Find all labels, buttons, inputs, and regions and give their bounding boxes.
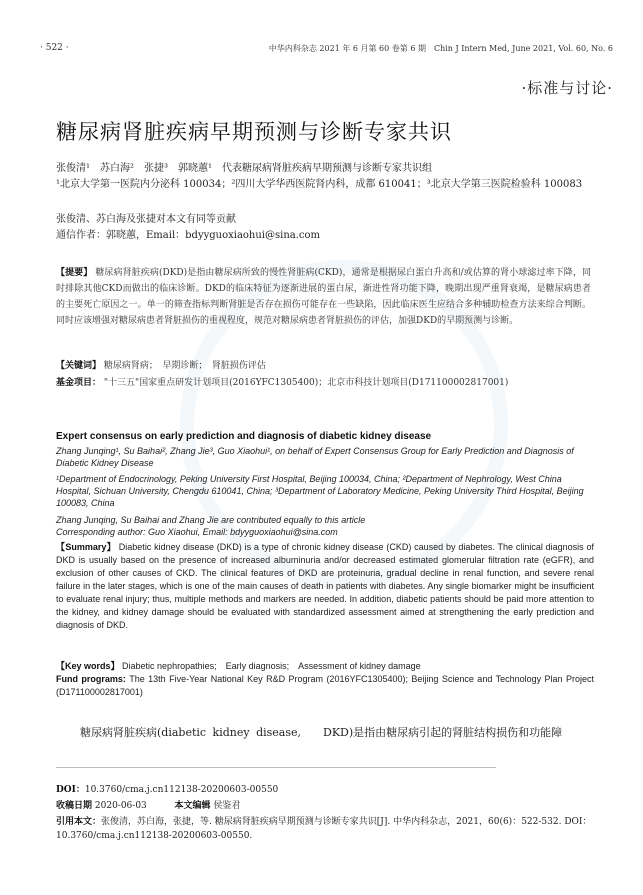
en-fund-label: Fund programs: bbox=[56, 674, 126, 684]
en-keywords bbox=[56, 660, 594, 673]
footer-divider bbox=[56, 767, 496, 768]
footer-doi bbox=[56, 783, 596, 797]
en-fund bbox=[56, 673, 594, 699]
doi-label: DOI： bbox=[56, 785, 85, 795]
en-keywords-text: Diabetic nephropathies; Early diagnosis; Assessment of kidney damage bbox=[122, 661, 421, 671]
cn-equal-contribution: 张俊清、苏白海及张捷对本文有同等贡献 bbox=[56, 214, 236, 225]
cn-corresponding-author: 通信作者：郭晓蕙，Email：bdyyguoxiaohui@sina.com bbox=[56, 230, 321, 241]
received-value: 2020-06-03 bbox=[94, 801, 147, 811]
footer-citation bbox=[56, 815, 596, 843]
cn-keywords-text: 糖尿病肾病； 早期诊断； 肾脏损伤评估 bbox=[103, 361, 266, 371]
en-summary-label: 【Summary】 bbox=[56, 542, 116, 552]
cn-keywords bbox=[56, 358, 591, 374]
cn-summary bbox=[56, 265, 591, 329]
editor-value: 侯鉴君 bbox=[213, 801, 241, 811]
body-first-line: 糖尿病肾脏疾病(diabetic kidney disease, DKD)是指由糖尿病引起的肾脏结构损伤和功能障 bbox=[80, 726, 563, 739]
cn-affiliations: ¹北京大学第一医院内分泌科 100034；²四川大学华西医院肾内科，成都 610041；³北京大学第三医院检验科 100083 bbox=[56, 179, 583, 190]
en-corresponding-author: Corresponding author: Guo Xiaohui, Email: bdyyguoxiaohui@sina.com bbox=[56, 527, 338, 537]
en-keywords-label: 【Key words】 bbox=[56, 661, 120, 671]
en-summary bbox=[56, 541, 594, 632]
cite-label: 引用本文： bbox=[56, 817, 102, 827]
cn-fund-text: "十三五"国家重点研发计划项目(2016YFC1305400)；北京市科技计划项目(D171100002817001) bbox=[103, 378, 509, 388]
en-authors: Zhang Junqing¹, Su Baihai², Zhang Jie³, Guo Xiaohui¹, on behalf of Expert Consensus Group for Early Prediction and Diagnosis of Diabetic Kidney Disease bbox=[56, 446, 574, 468]
cn-keywords-label: 【关键词】 bbox=[56, 361, 102, 371]
cite-text: 张俊清，苏白海，张捷，等. 糖尿病肾脏疾病早期预测与诊断专家共识[J]. 中华内科杂志，2021，60(6)：522-532. DOI：10.3760/cma.j.cn112138-20200603-00550. bbox=[56, 817, 592, 841]
en-summary-text: Diabetic kidney disease (DKD) is a type of chronic kidney disease (CKD) caused by diabetes. The clinical diagnosis of DKD is usually based on the presence of increased albuminuria and/or decreased estimated glomerular filtration rate (eGFR), and exclusion of other causes of CKD. The clinical features of DKD are proteinuria, gradual decline in renal function, and severe renal failure in the later stages, which is one of the main causes of death in patients with diabetes. Any single biomarker might be insufficient to evaluate renal injury; thus, multiple methods and markers are needed. In addition, diabetic patients should be paid more attention to the kidney, and kidney damage should be evaluated with standardized assessment aimed at strengthening the early prediction and diagnosis of DKD. bbox=[56, 542, 594, 630]
en-affiliations: ¹Department of Endocrinology, Peking University First Hospital, Beijing 100034, China; ²Department of Nephrology, West China Hospital, Sichuan University, Chengdu 610041, China; ³Department of Laboratory Medicine, Peking University Third Hospital, Beijing 100083, China bbox=[56, 474, 584, 508]
en-title: Expert consensus on early prediction and diagnosis of diabetic kidney disease bbox=[56, 431, 432, 442]
cn-authors: 张俊清¹ 苏白海² 张捷³ 郭晓蕙¹ 代表糖尿病肾脏疾病早期预测与诊断专家共识组 bbox=[56, 163, 433, 174]
article-title: 糖尿病肾脏疾病早期预测与诊断专家共识 bbox=[56, 120, 452, 144]
cn-fund-label: 基金项目： bbox=[56, 378, 102, 388]
journal-running-header: 中华内科杂志 2021 年 6 月第 60 卷第 6 期 Chin J Intern Med, June 2021, Vol. 60, No. 6 bbox=[268, 44, 613, 53]
cn-summary-label: 【提要】 bbox=[56, 268, 93, 278]
section-tag: ·标准与讨论· bbox=[521, 79, 613, 97]
footer-dates bbox=[56, 799, 596, 813]
cn-fund bbox=[56, 375, 591, 391]
en-equal-contribution: Zhang Junqing, Su Baihai and Zhang Jie are contributed equally to this article bbox=[56, 515, 366, 525]
received-label: 收稿日期 bbox=[56, 801, 93, 811]
doi-value[interactable]: 10.3760/cma.j.cn112138-20200603-00550 bbox=[84, 785, 279, 795]
page-number: · 522 · bbox=[40, 43, 69, 53]
en-fund-text: The 13th Five-Year National Key R&D Program (2016YFC1305400); Beijing Science and Technology Plan Project (D171100002817001) bbox=[56, 674, 594, 697]
editor-label: 本文编辑 bbox=[174, 801, 211, 811]
cn-summary-text: 糖尿病肾脏疾病(DKD)是指由糖尿病所致的慢性肾脏病(CKD)，通常是根据尿白蛋白升高和/或估算的肾小球滤过率下降，同时排除其他CKD而做出的临床诊断。DKD的临床特征为逐渐进展的蛋白尿，渐进性肾功能下降，晚期出现严重肾衰竭，是糖尿病患者的主要死亡原因之一。单一的筛查指标判断肾脏是否存在损伤可能存在一些缺陷，因此临床医生应结合多种辅助检查方法来综合判断。同时应该增强对糖尿病患者肾脏损伤的重视程度，规范对糖尿病患者肾脏损伤的评估，加强DKD的早期预测与诊断。 bbox=[56, 268, 591, 326]
